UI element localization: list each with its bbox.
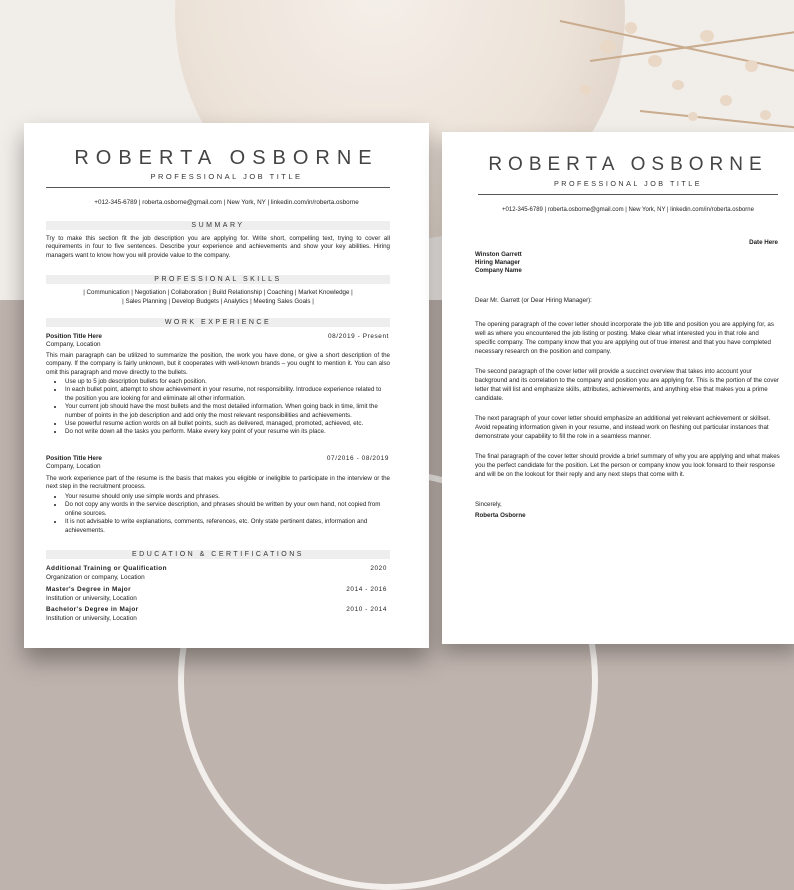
cover-name: ROBERTA OSBORNE: [488, 154, 768, 175]
closing: Sincerely,: [475, 501, 502, 508]
skills-heading: PROFESSIONAL SKILLS: [46, 275, 390, 284]
signature: Roberta Osborne: [475, 512, 526, 519]
salutation: Dear Mr. Garrett (or Dear Hiring Manager):: [475, 297, 592, 304]
resume-contact: +012-345-6789 | roberta.osborne@gmail.com | New York, NY | linkedin.com/in/roberta.osborne: [94, 199, 359, 206]
recipient-title: Hiring Manager: [475, 259, 521, 266]
experience-heading: WORK EXPERIENCE: [46, 318, 390, 327]
education-3-title: Bachelor's Degree in Major: [46, 606, 139, 613]
job-1-bullet: • Do not write down all the tasks you perform. Make every key point of your resume win its place.: [64, 428, 390, 436]
cover-contact: +012-345-6789 | roberta.osborne@gmail.com | New York, NY | linkedin.com/in/roberta.osborne: [502, 207, 754, 213]
education-1-title: Additional Training or Qualification: [46, 565, 167, 572]
cover-paragraph-1: The opening paragraph of the cover letter should incorporate the job title and position you are applying for, as well as where you encountered the job listing or posting. Make clear what interested you in that role and specific company. The company know that you are applying out of true interest and that you have completed necessary research on the position and company.: [475, 321, 774, 355]
job-1-bullets: [50, 378, 390, 437]
education-1-sub: Organization or company, Location: [46, 574, 145, 581]
job-1-bullet: • Use up to 5 job description bullets for each position.: [64, 378, 390, 386]
job-2-bullet: • Do not copy any words in the service description, and phrases should be written by your own hand, not copied from online sources.: [64, 501, 390, 518]
cover-paragraph-4: The final paragraph of the cover letter should provide a brief summary of why you are applying and what makes you the perfect candidate for the position. Let the person or company know you look forward to their response and will be on the lookout for their reply and any next steps that come with it.: [475, 453, 780, 478]
job-2-bullets: [50, 493, 390, 535]
education-3-sub: Institution or university, Location: [46, 615, 137, 622]
resume-name: ROBERTA OSBORNE: [74, 147, 379, 169]
cover-date: Date Here: [749, 239, 778, 246]
job-1-description: This main paragraph can be utilized to summarize the position, the work you have done, or give a short description of the company. If the company is fairly unknown, but it cooperates with well-known brands – you ought to mention it. You can also omit this paragraph and move directly to the bullets.: [46, 352, 390, 376]
resume-page: [24, 123, 429, 648]
job-1-bullet: • Your current job should have the most bullets and the most detailed information. When going back in time, limit the number of points in the job description and add only the most relevant responsibilities and achievements.: [64, 403, 390, 420]
recipient-company: Company Name: [475, 267, 522, 274]
education-2-sub: Institution or university, Location: [46, 595, 137, 602]
cover-job-title: PROFESSIONAL JOB TITLE: [553, 179, 703, 188]
summary-heading: SUMMARY: [46, 221, 390, 230]
job-1-bullet: • Use powerful resume action words on all bullet points, such as delivered, managed, promoted, achieved, etc.: [64, 420, 390, 428]
resume-job-title: PROFESSIONAL JOB TITLE: [150, 172, 303, 181]
cover-paragraph-3: The next paragraph of your cover letter should emphasize an additional yet relevant achievement or skillset. Avoid repeating information given in your resume, and instead work on fleshing out particular instances that demonstrate your capability to fill the role in a seamless manner.: [475, 415, 771, 440]
job-2-description: The work experience part of the resume is the basis that makes you eligible or ineligible to participate in the interview or the next step in the recruitment process.: [46, 475, 390, 491]
cover-header-rule: [478, 194, 778, 195]
job-2-bullet: • Your resume should only use simple words and phrases.: [64, 493, 390, 501]
resume-header-rule: [46, 187, 390, 188]
education-3-date: 2010 - 2014: [346, 606, 387, 613]
job-2-title: Position Title Here: [46, 455, 102, 462]
education-heading: EDUCATION & CERTIFICATIONS: [46, 550, 390, 559]
job-1-title: Position Title Here: [46, 333, 102, 340]
cover-letter-page: [442, 132, 794, 644]
job-1-bullet: • In each bullet point, attempt to show achievement in your resume, not responsibility. Introduce experience related to the position you are looking for and eliminate all other information.: [64, 386, 390, 403]
job-2-dates: 07/2016 - 08/2019: [326, 455, 389, 462]
education-2-title: Master's Degree in Major: [46, 586, 131, 593]
summary-text: Try to make this section fit the job description you are applying for. Write short, compelling text, trying to cover all requirements in four to five sentences. Describe your experience and achievements and show your key abilities. Hiring managers want to know how you will provide value to the company.: [46, 235, 390, 259]
cover-paragraph-2: The second paragraph of the cover letter will provide a succinct overview that takes into account your background and its correlation to the company and position you are applying for. This is the portion of the cover letter that will list and emphasize skills, attributes, achievements, and anything else that makes you a prime candidate.: [475, 368, 779, 402]
skills-line-1: | Communication | Negotiation | Collaboration | Build Relationship | Coaching | Market Knowledge |: [83, 289, 353, 296]
job-1-dates: 08/2019 - Present: [327, 333, 389, 340]
job-1-company: Company, Location: [46, 341, 101, 348]
skills-line-2: | Sales Planning | Develop Budgets | Analytics | Meeting Sales Goals |: [122, 298, 314, 305]
education-1-date: 2020: [370, 565, 387, 572]
education-2-date: 2014 - 2016: [346, 586, 387, 593]
recipient-name: Winston Garrett: [475, 251, 522, 258]
job-2-company: Company, Location: [46, 463, 101, 470]
job-2-bullet: • It is not advisable to write explanations, comments, references, etc. Only state pertinent dates, information and achievements.: [64, 518, 390, 535]
